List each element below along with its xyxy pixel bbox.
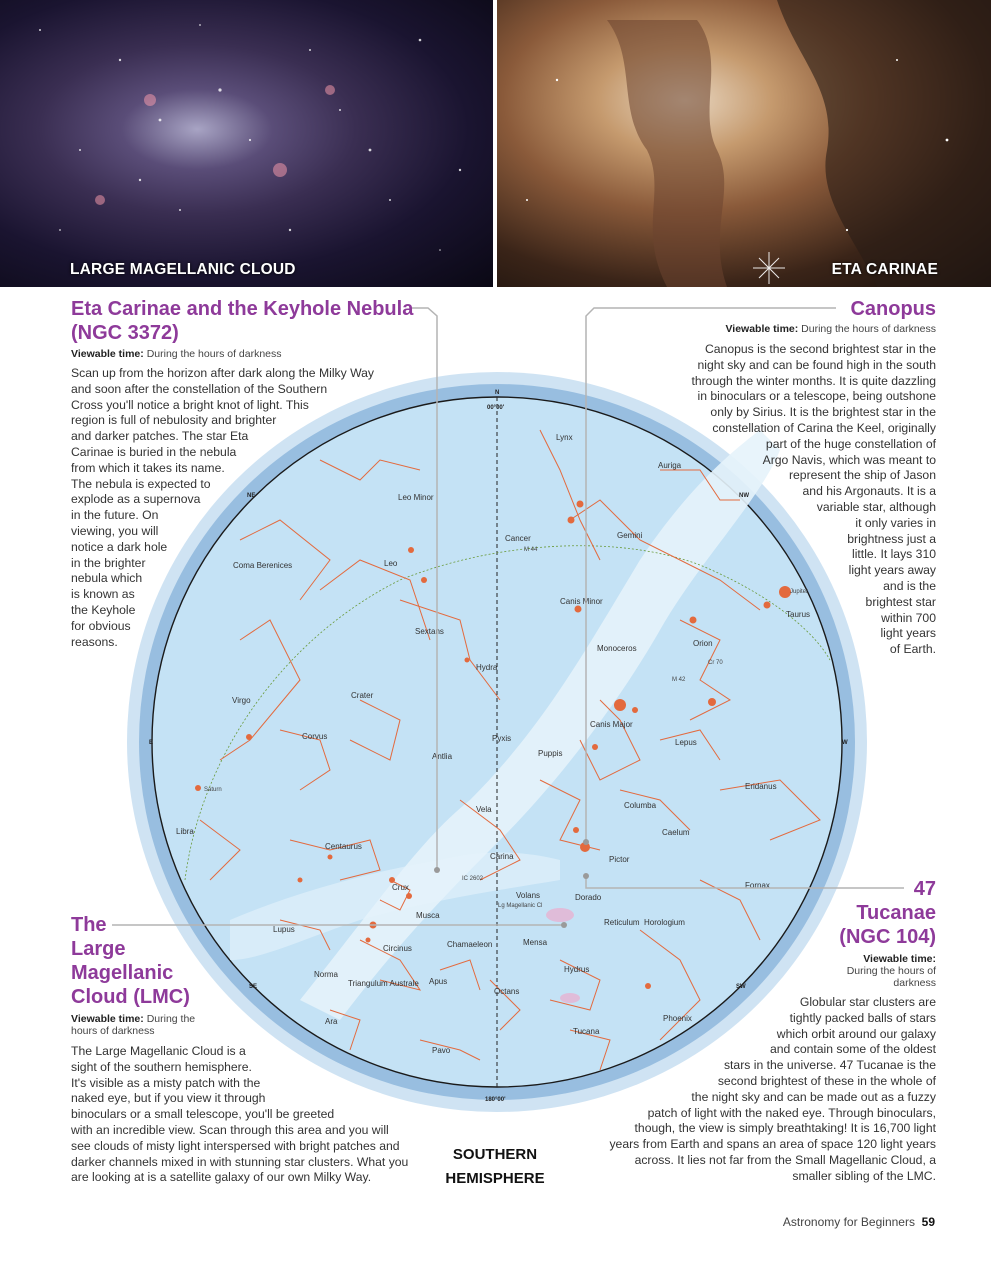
eta-line: the Keyhole bbox=[71, 602, 136, 617]
label-crux: Crux bbox=[392, 883, 409, 892]
lmc-viewable-time bbox=[71, 1013, 195, 1037]
eta-vt-label: Viewable time: bbox=[71, 348, 144, 360]
eta-line: in the future. On bbox=[71, 508, 159, 523]
canopus-line: little. It lays 310 bbox=[852, 547, 936, 562]
canopus-line: and his Argonauts. It is a bbox=[802, 484, 936, 499]
label-ic2602: IC 2602 bbox=[462, 876, 484, 882]
page-number: 59 bbox=[921, 1215, 935, 1229]
canopus-body bbox=[691, 342, 936, 658]
eta-title-line1: Eta Carinae and the Keyhole Nebula bbox=[71, 298, 414, 320]
label-dorado: Dorado bbox=[575, 893, 602, 902]
lmc-line: sight of the southern hemisphere. bbox=[71, 1059, 252, 1074]
label-fornax: Fornax bbox=[745, 881, 770, 890]
canopus-line: part of the huge constellation of bbox=[765, 436, 936, 451]
compass-sw: SW bbox=[736, 984, 746, 990]
canopus-line: within 700 bbox=[881, 610, 936, 625]
canopus-line: light years bbox=[880, 626, 936, 641]
eta-line: in the brighter bbox=[71, 555, 146, 570]
eta-line: reasons. bbox=[71, 634, 118, 649]
eta-viewable-time bbox=[71, 348, 282, 360]
tucanae-line: second brightest of these in the whole of bbox=[717, 1073, 936, 1088]
eta-line: and darker patches. The star Eta bbox=[71, 429, 249, 444]
label-hydra: Hydra bbox=[476, 663, 498, 672]
tucanae-line: patch of light with the naked eye. Through binoculars, bbox=[647, 1105, 936, 1120]
eta-vt-value: During the hours of darkness bbox=[146, 348, 282, 360]
tucanae-vt-label: Viewable time: bbox=[863, 953, 936, 965]
label-lg-magellanic-cl: Lg Magellanic Cl bbox=[498, 903, 543, 909]
eta-carinae-photo-label: ETA CARINAE bbox=[831, 261, 938, 278]
label-apus: Apus bbox=[429, 977, 448, 986]
label-circinus: Circinus bbox=[383, 944, 412, 953]
label-musca: Musca bbox=[416, 911, 440, 920]
compass-se: SE bbox=[249, 984, 258, 990]
canopus-viewable-time bbox=[725, 323, 936, 335]
label-phoenix: Phoenix bbox=[663, 1014, 692, 1023]
page-footer bbox=[783, 1215, 935, 1229]
eta-line: Scan up from the horizon after dark along the Milky Way bbox=[71, 366, 375, 380]
label-ara: Ara bbox=[325, 1017, 338, 1026]
canopus-line: Canopus is the second brightest star in the bbox=[704, 342, 936, 356]
label-columba: Columba bbox=[624, 801, 657, 810]
label-lupus: Lupus bbox=[273, 925, 295, 934]
tucanae-vt-value: During the hours of bbox=[846, 965, 936, 977]
lmc-body bbox=[71, 1044, 408, 1186]
tucanae-vt-value: darkness bbox=[893, 977, 936, 989]
eta-line: explode as a supernova bbox=[71, 492, 201, 507]
canopus-line: brightest star bbox=[865, 594, 936, 609]
eta-line: from which it takes its name. bbox=[71, 460, 225, 475]
label-m44: M 44 bbox=[524, 547, 538, 553]
label-norma: Norma bbox=[314, 970, 339, 979]
lmc-heading bbox=[71, 913, 190, 1009]
label-m42: M 42 bbox=[672, 677, 686, 683]
top-coordinate: 00°00' bbox=[487, 405, 505, 411]
label-sextans: Sextans bbox=[415, 627, 444, 636]
tucanae-line: though, the view is simply breathtaking! It is 16,700 light bbox=[634, 1121, 936, 1136]
label-reticulum: Reticulum bbox=[604, 918, 640, 927]
lmc-line: naked eye, but if you view it through bbox=[71, 1091, 266, 1106]
canopus-line: constellation of Carina the Keel, originally bbox=[712, 420, 936, 435]
lmc-line: binoculars or a small telescope, you'll be greeted bbox=[71, 1107, 335, 1122]
label-lepus: Lepus bbox=[675, 738, 697, 747]
map-caption-line1: SOUTHERN bbox=[452, 1146, 538, 1163]
eta-line: Carinae is buried in the nebula bbox=[71, 444, 237, 459]
tucanae-title-line: (NGC 104) bbox=[839, 926, 936, 948]
label-pyxis: Pyxis bbox=[492, 734, 512, 743]
tucanae-line: the night sky and can be made out as a fuzzy bbox=[691, 1089, 936, 1104]
lmc-title-line: Magellanic bbox=[71, 962, 174, 984]
tucanae-line: years from Earth and spans an area of space 120 light years bbox=[609, 1137, 936, 1152]
label-auriga: Auriga bbox=[658, 461, 682, 470]
label-carina: Carina bbox=[490, 852, 514, 861]
tucanae-title-line: 47 bbox=[913, 878, 936, 900]
label-cancer: Cancer bbox=[505, 534, 531, 543]
lmc-vt-label: Viewable time: bbox=[71, 1013, 144, 1025]
canopus-line: only by Sirius. It is the brightest star in the bbox=[710, 405, 936, 420]
label-puppis: Puppis bbox=[538, 749, 563, 758]
eta-line: is known as bbox=[71, 587, 135, 602]
label-leo-minor: Leo Minor bbox=[398, 493, 434, 502]
eta-line: The nebula is expected to bbox=[71, 476, 211, 491]
label-pictor: Pictor bbox=[609, 855, 630, 864]
tucanae-line: which orbit around our galaxy bbox=[776, 1026, 936, 1041]
canopus-line: night sky and can be found high in the south bbox=[697, 357, 936, 372]
tucanae-line: stars in the universe. 47 Tucanae is the bbox=[723, 1058, 936, 1073]
canopus-line: variable star, although bbox=[816, 499, 936, 514]
eta-line: viewing, you will bbox=[71, 523, 159, 538]
label-vela: Vela bbox=[476, 805, 492, 814]
label-horologium: Horologium bbox=[644, 918, 685, 927]
bottom-coordinate: 180°00' bbox=[485, 1097, 506, 1103]
label-hydrus: Hydrus bbox=[564, 965, 590, 974]
label-jupiter: Jupiter bbox=[790, 589, 809, 595]
label-tucana: Tucana bbox=[573, 1027, 600, 1036]
compass-n: N bbox=[495, 390, 500, 396]
canopus-line: light years away bbox=[848, 563, 936, 578]
canopus-line: and is the bbox=[883, 578, 936, 593]
canopus-line: it only varies in bbox=[855, 515, 936, 530]
lmc-title-line: The bbox=[71, 914, 107, 936]
canopus-line: represent the ship of Jason bbox=[788, 468, 936, 483]
tucanae-line: tightly packed balls of stars bbox=[789, 1010, 936, 1025]
label-gemini: Gemini bbox=[617, 531, 643, 540]
lmc-vt-value-2: hours of darkness bbox=[71, 1025, 155, 1037]
label-monoceros: Monoceros bbox=[597, 644, 637, 653]
lmc-line: see clouds of misty light interspersed with bright patches and bbox=[71, 1138, 400, 1153]
label-cr70: Cr 70 bbox=[708, 660, 723, 666]
eta-line: and soon after the constellation of the Southern bbox=[71, 381, 328, 396]
label-mensa: Mensa bbox=[523, 938, 548, 947]
label-taurus: Taurus bbox=[786, 610, 811, 619]
canopus-vt-label: Viewable time: bbox=[725, 323, 799, 335]
eta-title-line2: (NGC 3372) bbox=[71, 322, 179, 344]
canopus-line: through the winter months. It is quite dazzling bbox=[691, 373, 936, 388]
label-volans: Volans bbox=[516, 891, 541, 900]
map-caption bbox=[420, 1143, 570, 1191]
lmc-title-line: Cloud (LMC) bbox=[71, 986, 190, 1008]
label-centaurus: Centaurus bbox=[325, 842, 362, 851]
map-caption-line2: HEMISPHERE bbox=[445, 1170, 545, 1187]
tucanae-line: smaller sibling of the LMC. bbox=[792, 1168, 936, 1183]
label-corvus: Corvus bbox=[302, 732, 328, 741]
eta-line: Cross you'll notice a bright knot of light. This bbox=[71, 397, 309, 412]
lmc-line: are looking at is a satellite galaxy of our own Milky Way. bbox=[71, 1170, 372, 1185]
eta-line: for obvious bbox=[71, 618, 131, 633]
label-octans: Octans bbox=[494, 987, 520, 996]
label-caelum: Caelum bbox=[662, 828, 690, 837]
compass-nw: NW bbox=[739, 493, 749, 499]
lmc-title-line: Large bbox=[71, 938, 126, 960]
lmc-vt-value: During the bbox=[146, 1013, 196, 1025]
tucanae-body bbox=[609, 995, 936, 1185]
eta-carinae-body bbox=[71, 366, 374, 650]
lmc-line: with an incredible view. Scan through this area and you will bbox=[71, 1122, 389, 1137]
lmc-line: darker channels mixed in with stunning star clusters. What you bbox=[71, 1154, 409, 1169]
label-crater: Crater bbox=[351, 691, 374, 700]
label-antlia: Antlia bbox=[432, 752, 453, 761]
lmc-line: The Large Magellanic Cloud is a bbox=[71, 1044, 246, 1058]
canopus-line: Argo Navis, which was meant to bbox=[762, 452, 936, 467]
label-leo: Leo bbox=[384, 559, 398, 568]
compass-w: W bbox=[842, 740, 848, 746]
eta-line: notice a dark hole bbox=[71, 539, 168, 554]
tucanae-line: across. It lies not far from the Small Magellanic Cloud, a bbox=[634, 1152, 936, 1167]
label-lynx: Lynx bbox=[556, 433, 573, 442]
tucanae-heading bbox=[839, 877, 936, 949]
label-canis-minor: Canis Minor bbox=[560, 597, 603, 606]
lmc-photo-label: LARGE MAGELLANIC CLOUD bbox=[70, 261, 296, 278]
label-virgo: Virgo bbox=[232, 696, 251, 705]
eta-carinae-heading bbox=[71, 297, 413, 345]
canopus-vt-value: During the hours of darkness bbox=[801, 323, 936, 335]
label-coma-berenices: Coma Berenices bbox=[233, 561, 293, 570]
compass-e: E bbox=[149, 740, 154, 746]
tucanae-line: and contain some of the oldest bbox=[770, 1042, 936, 1057]
canopus-line: brightness just a bbox=[847, 531, 936, 546]
tucanae-viewable-time bbox=[847, 953, 936, 989]
eta-line: nebula which bbox=[71, 571, 143, 586]
canopus-heading: Canopus bbox=[850, 298, 936, 320]
canopus-line: of Earth. bbox=[889, 642, 936, 657]
compass-ne: NE bbox=[247, 493, 256, 499]
label-canis-major: Canis Major bbox=[590, 720, 633, 729]
label-libra: Libra bbox=[176, 827, 194, 836]
label-triangulum-australe: Triangulum Australe bbox=[348, 979, 419, 988]
label-orion: Orion bbox=[693, 639, 713, 648]
tucanae-line: Globular star clusters are bbox=[799, 995, 936, 1009]
eta-line: region is full of nebulosity and brighter bbox=[71, 413, 277, 428]
label-pavo: Pavo bbox=[432, 1046, 451, 1055]
label-saturn: Saturn bbox=[204, 787, 222, 793]
label-eridanus: Eridanus bbox=[745, 782, 777, 791]
lmc-line: It's visible as a misty patch with the bbox=[71, 1075, 261, 1090]
tucanae-title-line: Tucanae bbox=[856, 902, 936, 924]
label-chamaeleon: Chamaeleon bbox=[447, 940, 493, 949]
book-title: Astronomy for Beginners bbox=[782, 1215, 915, 1229]
canopus-line: in binoculars or a telescope, being outshone bbox=[697, 389, 936, 404]
